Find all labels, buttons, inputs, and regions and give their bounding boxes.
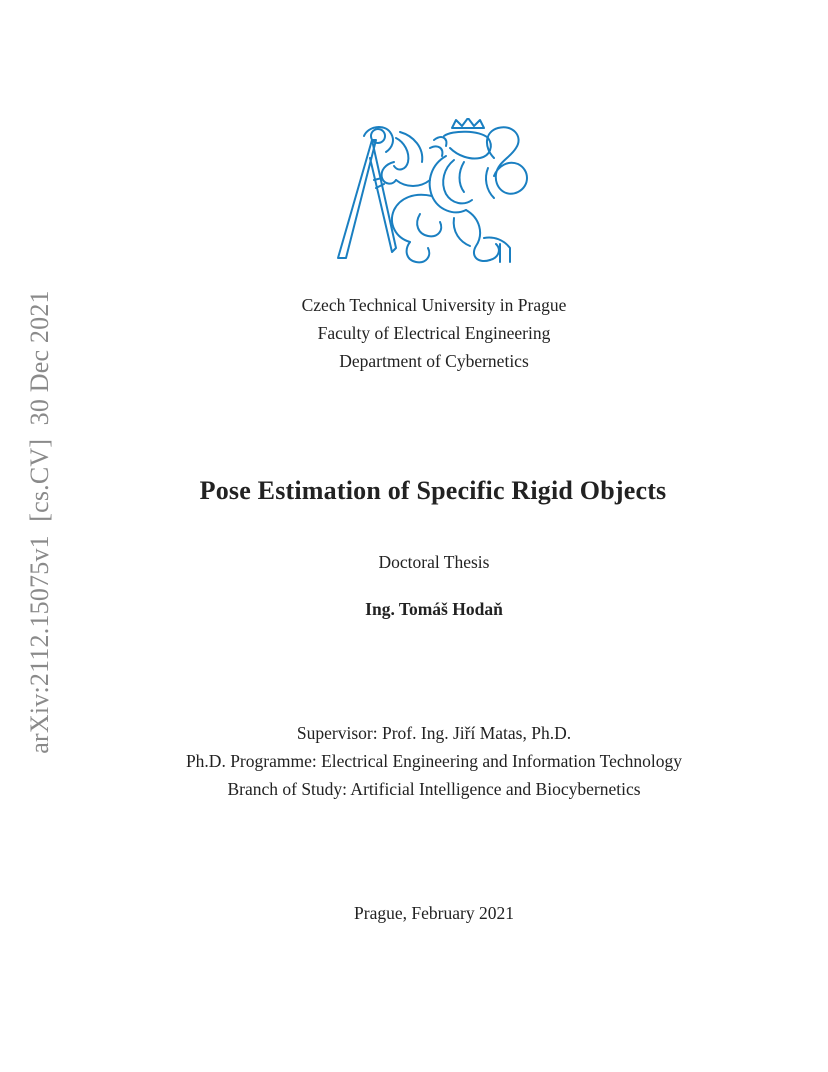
arxiv-date: 30 Dec 2021 bbox=[25, 290, 54, 426]
thesis-title: Pose Estimation of Specific Rigid Objects bbox=[199, 476, 667, 505]
programme-line: Ph.D. Programme: Electrical Engineering and Information Technology bbox=[185, 751, 683, 771]
arxiv-category: [cs.CV] bbox=[25, 438, 54, 522]
arxiv-id: arXiv:2112.15075v1 bbox=[25, 535, 54, 754]
thesis-type: Doctoral Thesis bbox=[378, 552, 490, 572]
supervisor-line: Supervisor: Prof. Ing. Jiří Matas, Ph.D. bbox=[296, 723, 572, 743]
university-name: Czech Technical University in Prague bbox=[301, 295, 567, 315]
branch-line: Branch of Study: Artificial Intelligence and Biocybernetics bbox=[227, 779, 641, 799]
place-date: Prague, February 2021 bbox=[354, 903, 514, 923]
university-logo-icon bbox=[334, 118, 534, 268]
thesis-author: Ing. Tomáš Hodaň bbox=[365, 599, 503, 619]
faculty-name: Faculty of Electrical Engineering bbox=[317, 323, 551, 343]
department-name: Department of Cybernetics bbox=[339, 351, 529, 371]
